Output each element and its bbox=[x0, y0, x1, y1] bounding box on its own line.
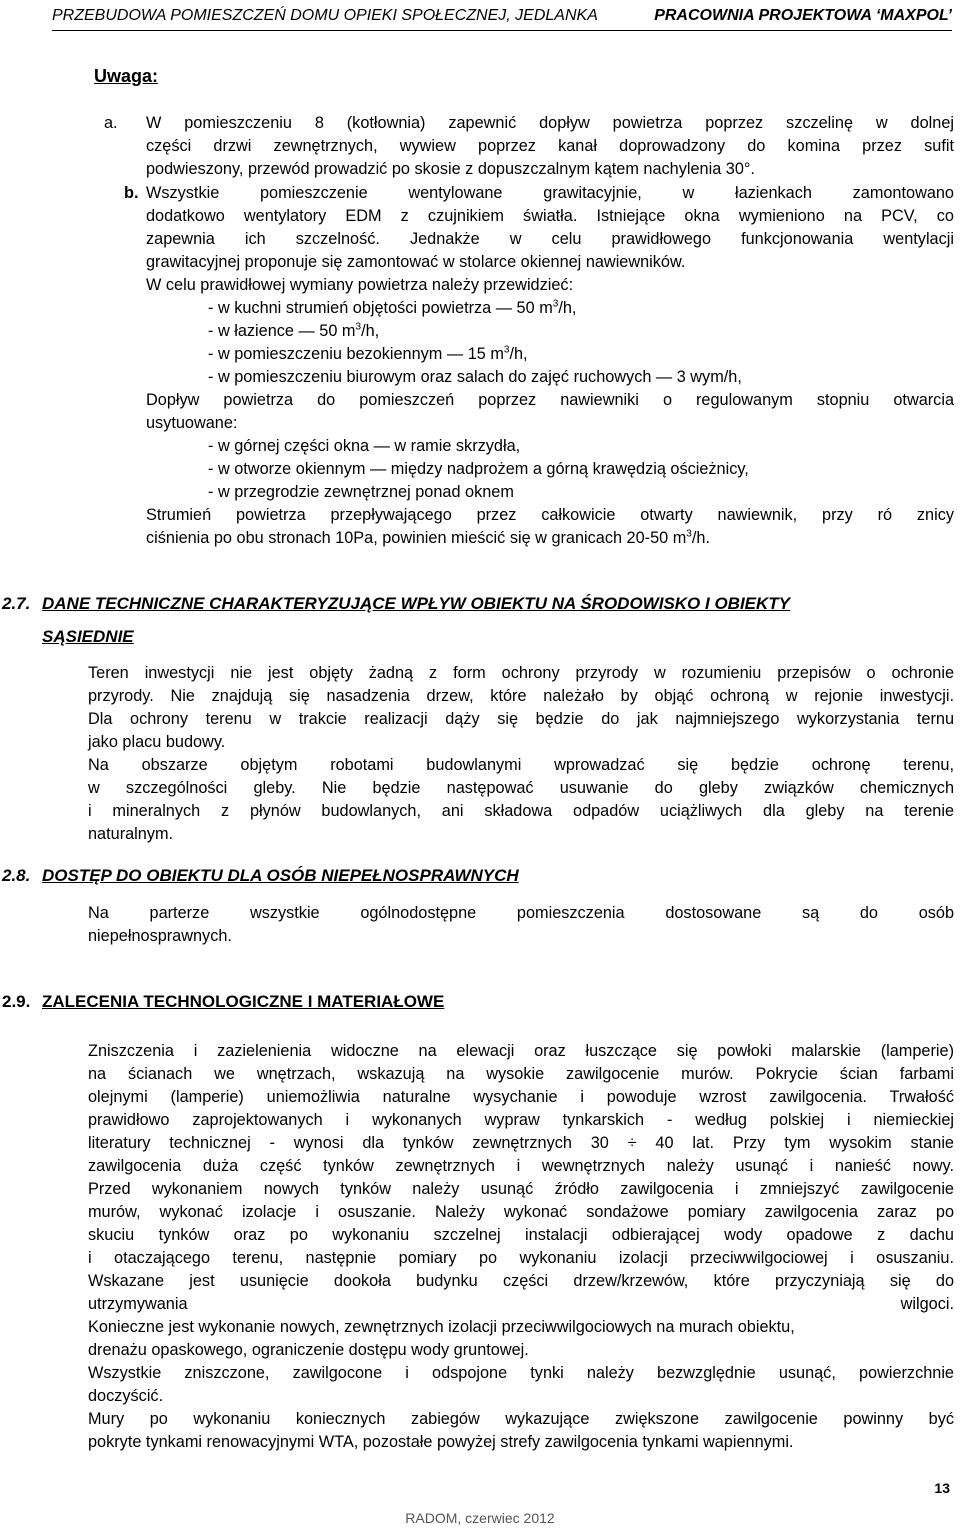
section-29-title: ZALECENIA TECHNOLOGICZNE I MATERIAŁOWE bbox=[42, 992, 445, 1011]
stream-line: Strumień powietrza przepływającego przez całkowicie otwarty nawiewnik, przy ró znicy bbox=[146, 506, 954, 524]
section-28-number: 2.8. bbox=[2, 866, 31, 885]
item-b-line: grawitacyjnej proponuje się zamontować w stolarce okiennej nawiewników. bbox=[146, 253, 686, 271]
inflow-line: usytuowane: bbox=[146, 414, 238, 432]
body-line: pokryte tynkami renowacyjnymi WTA, pozostałe powyżej strefy zawilgocenia tynkami wapiennymi. bbox=[88, 1433, 794, 1451]
page-number: 13 bbox=[934, 1480, 950, 1496]
body-line: i otaczającego terenu, następnie pomiary po wykonaniu izolacji przeciwwilgociowej i osuszaniu. bbox=[88, 1249, 954, 1267]
body-line: Dla ochrony terenu w trakcie realizacji dąży się będzie do jak najmniejszego wykorzystania ternu bbox=[88, 710, 954, 728]
body-line: doczyścić. bbox=[88, 1387, 164, 1405]
section-27-number: 2.7. bbox=[2, 594, 31, 613]
body-line: prawidłowo zaprojektowanych i wykonanych wypraw tynkarskich - według polskiej i niemieckiej bbox=[88, 1111, 954, 1129]
airflow-office: - w pomieszczeniu biurowym oraz salach do zajęć ruchowych — 3 wym/h, bbox=[208, 368, 742, 386]
airflow-list bbox=[146, 297, 954, 389]
body-line: niepełnosprawnych. bbox=[88, 927, 232, 945]
inflow-list bbox=[146, 435, 954, 504]
item-a-line: części drzwi zewnętrznych, wywiew poprzez kanał doprowadzony do komina przez sufit bbox=[146, 137, 954, 155]
header-company: PRACOWNIA PROJEKTOWA ‘MAXPOL’ bbox=[654, 7, 952, 24]
body-line: skuciu tynków oraz po wykonaniu szczelnej instalacji odbierającej wody opadowe z dachu bbox=[88, 1226, 954, 1244]
body-line: jako placu budowy. bbox=[88, 733, 226, 751]
body-line: Wskazane jest usunięcie dookoła budynku części drzew/krzewów, które przyczyniają się do bbox=[88, 1272, 954, 1290]
body-line: Na obszarze objętym robotami budowlanymi wprowadzać się będzie ochronę terenu, bbox=[88, 756, 954, 774]
body-line: w szczególności gleby. Nie będzie następować usuwanie do gleby związków chemicznych bbox=[88, 779, 954, 797]
section-27-body bbox=[88, 662, 954, 846]
section-29-number: 2.9. bbox=[2, 992, 31, 1011]
item-a-text bbox=[146, 112, 954, 181]
uwaga-heading: Uwaga: bbox=[94, 66, 159, 86]
body-line: murów, wykonać izolacje i osuszanie. Należy wykonać sondażowe pomiary zawilgocenia zaraz po bbox=[88, 1203, 954, 1221]
item-a-line: podwieszony, przewód prowadzić po skosie z dopuszczalnym kątem nachylenia 30°. bbox=[146, 160, 755, 178]
body-line: utrzymywania wilgoci. bbox=[88, 1295, 954, 1313]
page-header bbox=[52, 6, 952, 31]
body-line: Teren inwestycji nie jest objęty żadną z form ochrony przyrody w rozumieniu przepisów o ochronie bbox=[88, 664, 954, 682]
item-a-line: W pomieszczeniu 8 (kotłownia) zapewnić dopływ powietrza poprzez szczelinę w dolnej bbox=[146, 114, 954, 132]
section-28-body bbox=[88, 902, 954, 948]
item-b-line: zapewnia ich szczelność. Jednakże w celu prawidłowego funkcjonowania wentylacji bbox=[146, 230, 954, 248]
section-29-body bbox=[88, 1040, 954, 1454]
section-28-title: DOSTĘP DO OBIEKTU DLA OSÓB NIEPEŁNOSPRAWNYCH bbox=[42, 866, 519, 885]
section-27-title-line1: DANE TECHNICZNE CHARAKTERYZUJĄCE WPŁYW OBIEKTU NA ŚRODOWISKO I OBIEKTY bbox=[42, 594, 791, 613]
body-line: Wszystkie zniszczone, zawilgocone i odspojone tynki należy bezwzględnie usunąć, powierzchnie bbox=[88, 1364, 954, 1382]
body-line: przyrody. Nie znajdują się nasadzenia drzew, które należało by objąć ochroną w rejonie inwestycji. bbox=[88, 687, 954, 705]
body-line: Konieczne jest wykonanie nowych, zewnętrznych izolacji przeciwwilgociowych na murach obiektu, bbox=[88, 1318, 795, 1336]
inflow-line: Dopływ powietrza do pomieszczeń poprzez nawiewniki o regulowanym stopniu otwarcia bbox=[146, 391, 954, 409]
body-line: i mineralnych z płynów budowlanych, ani składowa odpadów uciążliwych dla gleby na terenie bbox=[88, 802, 954, 820]
body-line: Zniszczenia i zazielenienia widoczne na elewacji oraz łuszczące się powłoki malarskie (lamperie) bbox=[88, 1042, 954, 1060]
body-line: Mury po wykonaniu koniecznych zabiegów wykazujące zwiększone zawilgocenie powinny być bbox=[88, 1410, 954, 1428]
item-b-line: Wszystkie pomieszczenie wentylowane grawitacyjnie, w łazienkach zamontowano bbox=[146, 184, 954, 202]
airflow-kitchen: - w kuchni strumień objętości powietrza — 50 $m^3/h$, bbox=[208, 298, 577, 317]
body-line: olejnymi (lamperie) uniemożliwia naturalne wysychanie i powoduje wzrost zawilgocenia. Trwałość bbox=[88, 1088, 954, 1106]
body-line: zawilgocenia duża część tynków zewnętrznych i wewnętrznych należy usunąć i nanieść nowy. bbox=[88, 1157, 954, 1175]
body-line: Na parterze wszystkie ogólnodostępne pomieszczenia dostosowane są do osób bbox=[88, 904, 954, 922]
header-project-title: PRZEBUDOWA POMIESZCZEŃ DOMU OPIEKI SPOŁECZNEJ, JEDLANKA bbox=[52, 7, 598, 24]
body-line: naturalnym. bbox=[88, 825, 174, 843]
body-line: literatury technicznej - wynosi dla tynków zewnętrznych 30 ÷ 40 lat. Przy tym wysokim stanie bbox=[88, 1134, 954, 1152]
footer-place-date: RADOM, czerwiec 2012 bbox=[405, 1510, 555, 1526]
inflow-item: - w otworze okiennym — między nadprożem a górną krawędzią ościeżnicy, bbox=[208, 460, 749, 478]
item-b-marker: b. bbox=[124, 184, 139, 202]
item-b-text bbox=[146, 182, 954, 550]
body-line: na ścianach we wnętrzach, wskazują na wysokie zawilgocenie murów. Pokrycie ścian farbami bbox=[88, 1065, 954, 1083]
body-line: Przed wykonaniem nowych tynków należy usunąć źródło zawilgocenia i zmniejszyć zawilgocenie bbox=[88, 1180, 954, 1198]
ventilation-intro: W celu prawidłowej wymiany powietrza należy przewidzieć: bbox=[146, 276, 574, 294]
stream-line: ciśnienia po obu stronach 10Pa, powinien mieścić się w granicach 20-50 $m^3/h$. bbox=[146, 528, 710, 547]
section-27-title-line2: SĄSIEDNIE bbox=[42, 627, 134, 646]
airflow-bathroom: - w łazience — 50 $m^3/h$, bbox=[208, 321, 380, 340]
inflow-item: - w górnej części okna — w ramie skrzydła, bbox=[208, 437, 521, 455]
body-line: drenażu opaskowego, ograniczenie dostępu wody gruntowej. bbox=[88, 1341, 529, 1359]
airflow-windowless: - w pomieszczeniu bezokiennym — 15 $m^3/h$, bbox=[208, 344, 528, 363]
inflow-item: - w przegrodzie zewnętrznej ponad oknem bbox=[208, 483, 514, 501]
item-b-line: dodatkowo wentylatory EDM z czujnikiem światła. Istniejące okna wymieniono na PCV, co bbox=[146, 207, 954, 225]
item-a-marker: a. bbox=[104, 114, 118, 132]
